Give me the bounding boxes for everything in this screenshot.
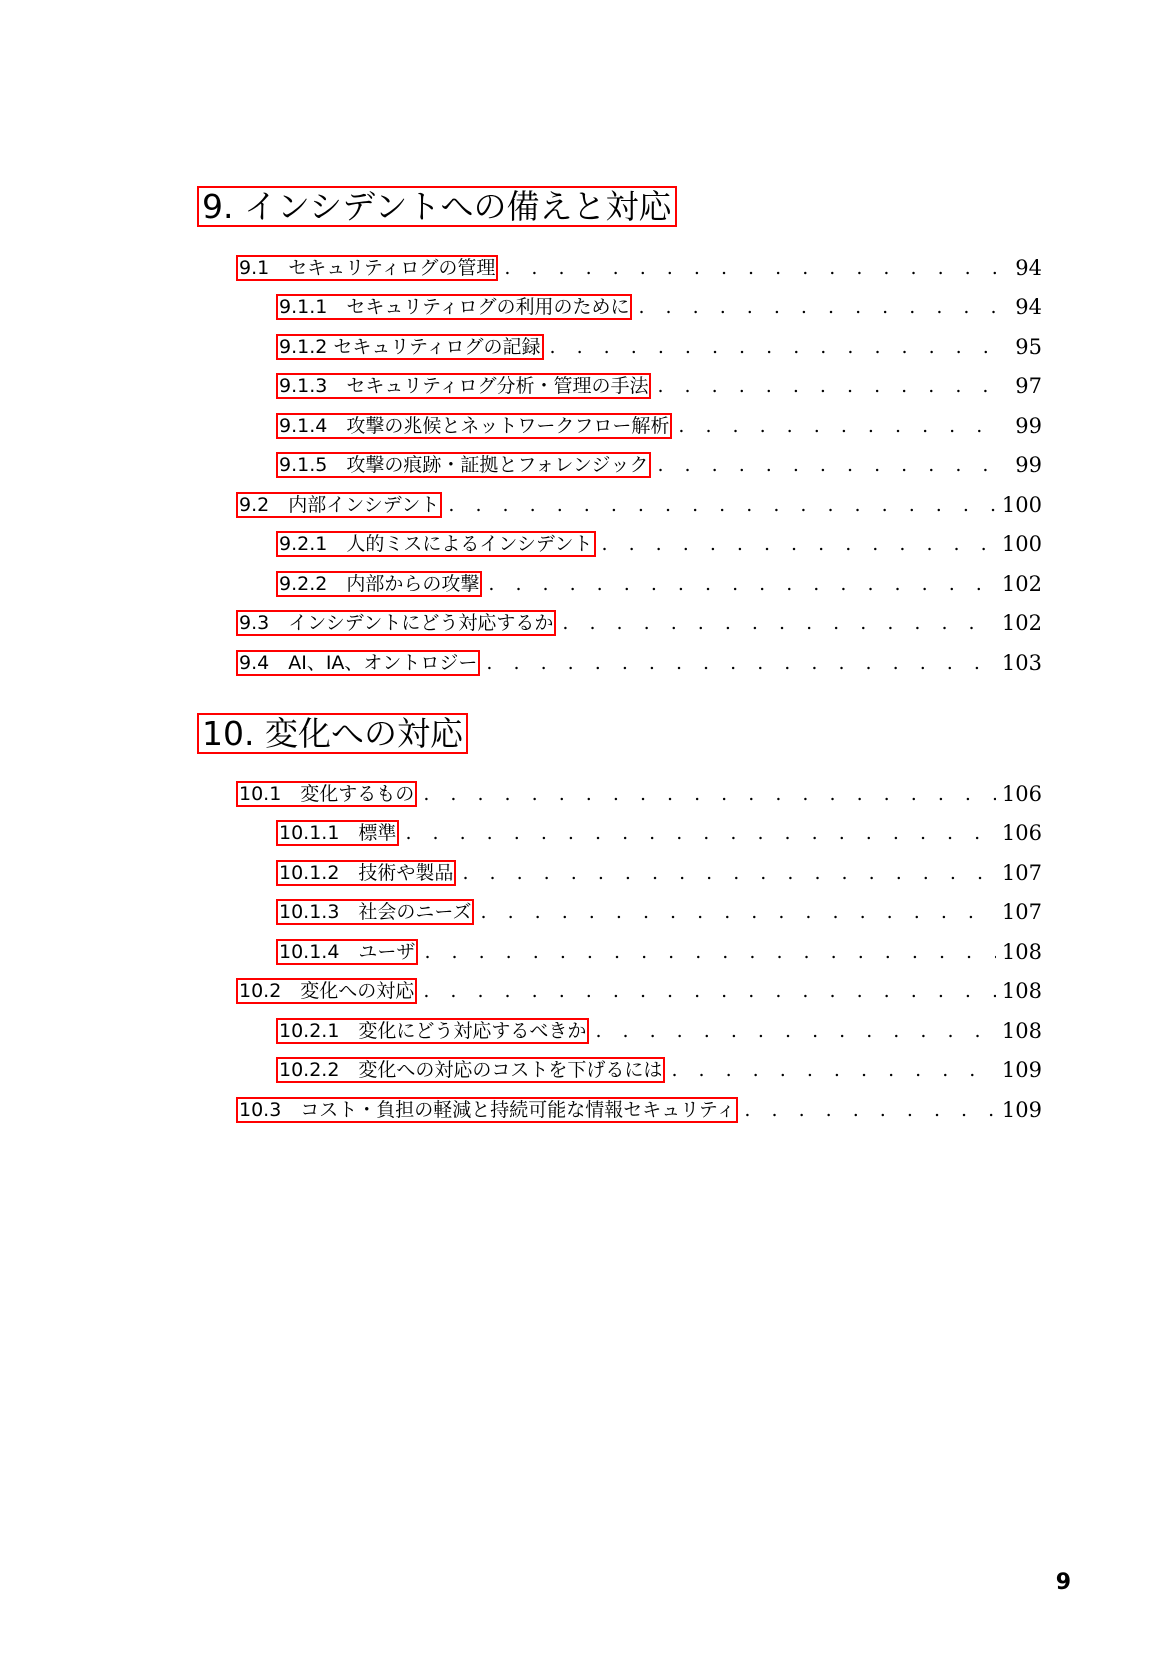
toc-entry[interactable] <box>0 525 1165 565</box>
toc-page-number: 97 <box>1015 374 1042 399</box>
toc-entry[interactable] <box>0 932 1165 972</box>
dot-leader <box>424 941 995 963</box>
toc-entry[interactable] <box>0 1090 1165 1130</box>
toc-page-number: 109 <box>1001 1058 1042 1083</box>
page-number: 9 <box>1055 1570 1071 1595</box>
dot-leader <box>448 494 996 516</box>
toc-entry[interactable] <box>0 327 1165 367</box>
toc-entry[interactable] <box>0 406 1165 446</box>
toc-page-number: 108 <box>1001 1018 1042 1043</box>
toc-page-number: 99 <box>1015 453 1042 478</box>
toc-entry[interactable] <box>0 774 1165 814</box>
toc-list <box>0 774 1165 1130</box>
toc-page-number: 108 <box>1001 979 1042 1004</box>
toc-page-number: 108 <box>1001 939 1042 964</box>
toc-entry[interactable] <box>0 893 1165 933</box>
toc-entry-label[interactable]: 9.1.3 セキュリティログ分析・管理の手法 <box>276 373 651 399</box>
toc-entry-label[interactable]: 10.2.1 変化にどう対応するべきか <box>276 1018 589 1044</box>
dot-leader <box>638 296 998 318</box>
toc-page-number: 106 <box>1001 781 1042 806</box>
toc-entry-label[interactable]: 9.4 AI、IA、オントロジー <box>236 650 480 676</box>
toc-entry[interactable] <box>0 814 1165 854</box>
toc-entry-label[interactable]: 10.1.2 技術や製品 <box>276 860 456 886</box>
toc-entry[interactable] <box>0 367 1165 407</box>
dot-leader <box>671 1059 995 1081</box>
toc-entry[interactable] <box>0 564 1165 604</box>
dot-leader <box>657 375 998 397</box>
dot-leader <box>550 336 999 358</box>
dot-leader <box>678 415 998 437</box>
toc-page-number: 102 <box>1001 611 1042 636</box>
toc-entry-label[interactable]: 10.1 変化するもの <box>236 781 417 807</box>
toc-entry-label[interactable]: 9.2.1 人的ミスによるインシデント <box>276 531 596 557</box>
dot-leader <box>405 822 995 844</box>
toc-entry-label[interactable]: 9.1 セキュリティログの管理 <box>236 255 498 281</box>
toc-page-number: 107 <box>1001 900 1042 925</box>
dot-leader <box>562 612 996 634</box>
toc-entry-label[interactable]: 9.1.1 セキュリティログの利用のために <box>276 294 632 320</box>
toc-entry[interactable] <box>0 853 1165 893</box>
toc-entry[interactable] <box>0 604 1165 644</box>
dot-leader <box>595 1020 995 1042</box>
toc-page-number: 95 <box>1015 334 1042 359</box>
toc-page-number: 99 <box>1015 413 1042 438</box>
toc-entry[interactable] <box>0 485 1165 525</box>
toc-entry[interactable] <box>0 288 1165 328</box>
toc-page-number: 103 <box>1001 650 1042 675</box>
toc-entry-label[interactable]: 10.1.3 社会のニーズ <box>276 899 474 925</box>
toc-entry-label[interactable]: 9.1.4 攻撃の兆候とネットワークフロー解析 <box>276 413 672 439</box>
chapter-title: 9. インシデントへの備えと対応 <box>197 186 677 227</box>
toc-page-number: 107 <box>1001 860 1042 885</box>
toc-page-number: 106 <box>1001 821 1042 846</box>
dot-leader <box>423 980 996 1002</box>
dot-leader <box>657 454 998 476</box>
toc-list <box>0 248 1165 683</box>
toc-entry-label[interactable]: 10.3 コスト・負担の軽減と持続可能な情報セキュリティ <box>236 1097 738 1123</box>
dot-leader <box>488 573 996 595</box>
toc-entry-label[interactable]: 9.2 内部インシデント <box>236 492 442 518</box>
dot-leader <box>480 901 995 923</box>
toc-entry-label[interactable]: 9.1.2 セキュリティログの記録 <box>276 334 544 360</box>
toc-entry-label[interactable]: 9.2.2 内部からの攻撃 <box>276 571 482 597</box>
toc-page-number: 109 <box>1001 1097 1042 1122</box>
dot-leader <box>462 862 995 884</box>
toc-page-number: 102 <box>1001 571 1042 596</box>
dot-leader <box>744 1099 996 1121</box>
toc-entry-label[interactable]: 9.3 インシデントにどう対応するか <box>236 610 556 636</box>
toc-page-number: 100 <box>1001 492 1042 517</box>
toc-page-number: 94 <box>1015 255 1042 280</box>
toc-entry[interactable] <box>0 248 1165 288</box>
toc-entry-label[interactable]: 10.2 変化への対応 <box>236 978 417 1004</box>
chapter-title: 10. 変化への対応 <box>197 713 468 754</box>
toc-entry[interactable] <box>0 643 1165 683</box>
dot-leader <box>423 783 996 805</box>
toc-entry[interactable] <box>0 446 1165 486</box>
toc-entry-label[interactable]: 10.2.2 変化への対応のコストを下げるには <box>276 1057 665 1083</box>
dot-leader <box>486 652 995 674</box>
toc-entry-label[interactable]: 10.1.4 ユーザ <box>276 939 418 965</box>
dot-leader <box>504 257 998 279</box>
toc-entry[interactable] <box>0 972 1165 1012</box>
toc-entry[interactable] <box>0 1011 1165 1051</box>
toc-page-number: 94 <box>1015 295 1042 320</box>
toc-page-number: 100 <box>1001 532 1042 557</box>
toc-entry[interactable] <box>0 1051 1165 1091</box>
dot-leader <box>602 533 996 555</box>
toc-entry-label[interactable]: 9.1.5 攻撃の痕跡・証拠とフォレンジック <box>276 452 651 478</box>
toc-entry-label[interactable]: 10.1.1 標準 <box>276 820 399 846</box>
